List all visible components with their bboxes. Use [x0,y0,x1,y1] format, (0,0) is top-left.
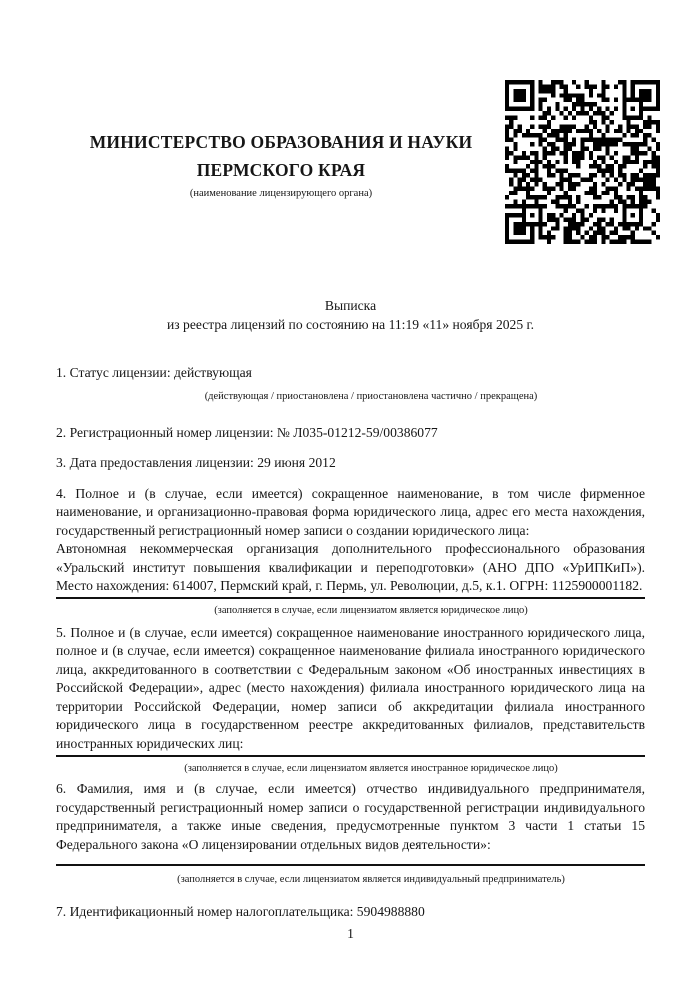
item-4-legal-entity-value: Автономная некоммерческая организация дополнительного профессионального образования «Уральский институт повышения квалификации и переподготовки» (АНО ДПО «УрИПКиП»). Место нахождения: 614007, Пермский край, г. Пермь, ул. Революции, д.5, к.1. ОГРН: 1125900001182. [56,541,645,593]
item-5-foreign-entity-heading: 5. Полное и (в случае, если имеется) сокращенное наименование иностранного юридического лица, полное и (в случае, если имеется) сокращенное наименование филиала иностранного юридического лица, аккредитованного в соответствии с Федеральным законом «Об иностранных инвестициях в Российской Федерации», адрес (место нахождения) филиала иностранного юридического лица на территории Российской Федерации, номер записи об аккредитации филиала иностранного юридического лица в государственном реестре аккредитованных филиалов, представительств иностранных юридических лиц: [56,624,645,751]
fill-line [56,597,645,599]
item-3-license-date: 3. Дата предоставления лицензии: 29 июня 2012 [56,455,336,470]
item-7-taxpayer-number: 7. Идентификационный номер налогоплательщика: 5904988880 [56,904,425,919]
licensing-authority-header [56,128,506,201]
qr-code-icon [505,80,660,244]
document-body [56,364,645,943]
page-number: 1 [347,925,354,941]
fill-line [56,755,645,757]
item-1-caption: (действующая / приостановлена / приостановлена частично / прекращена) [204,390,538,402]
document-subtitle: из реестра лицензий по состоянию на 11:19 «11» ноября 2025 г. [166,316,534,332]
item-6-entrepreneur-heading: 6. Фамилия, имя и (в случае, если имеется) отчество индивидуального предпринимателя, государственный регистрационный номер записи о государственной регистрации индивидуального предпринимателя, а также иные сведения, предусмотренные пунктом 3 части 1 статьи 15 Федерального закона «О лицензировании отдельных видов деятельности»: [56,781,645,852]
item-4-caption: (заполняется в случае, если лицензиатом является юридическое лицо) [214,604,528,616]
ministry-name-line2: ПЕРМСКОГО КРАЯ [196,160,366,180]
ministry-caption: (наименование лицензирующего органа) [189,188,373,199]
fill-line [56,864,645,866]
item-6-caption: (заполняется в случае, если лицензиатом является индивидуальный предприниматель) [177,874,565,885]
ministry-name-line1: МИНИСТЕРСТВО ОБРАЗОВАНИЯ И НАУКИ [89,132,473,152]
document-title: Выписка [324,298,377,313]
document-title-block [56,297,645,334]
qr-code-icon [505,80,660,244]
item-1-license-status: 1. Статус лицензии: действующая [56,365,252,380]
item-4-legal-entity-heading: 4. Полное и (в случае, если имеется) сокращенное наименование, в том числе фирменное наименование, и организационно-правовая форма юридического лица, адрес его места нахождения, государственный регистрационный номер записи о создании юридического лица: [56,485,645,538]
item-2-registration-number: 2. Регистрационный номер лицензии: № Л035-01212-59/00386077 [56,424,438,440]
item-5-caption: (заполняется в случае, если лицензиатом является иностранное юридическое лицо) [184,763,558,774]
